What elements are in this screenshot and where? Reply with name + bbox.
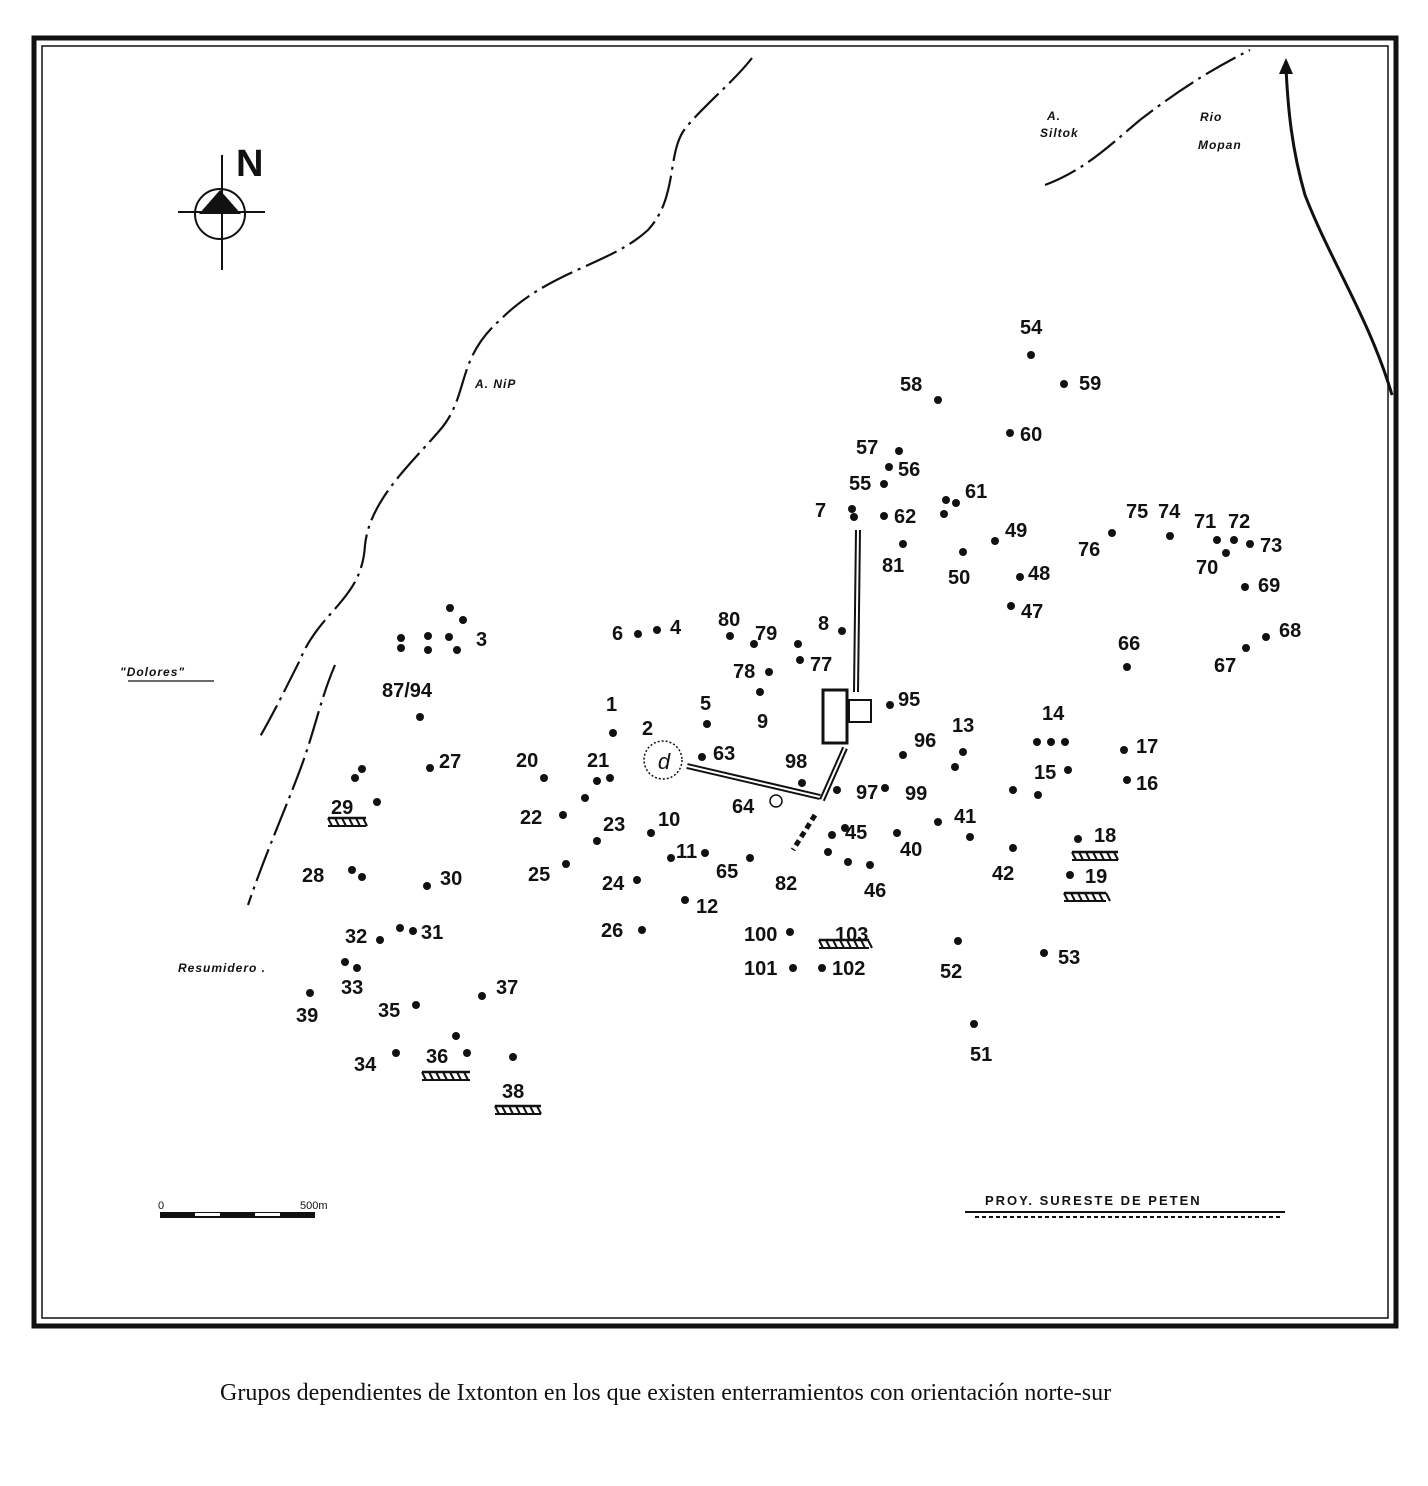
site-label-97: 97: [856, 782, 879, 804]
site-dot: [1007, 602, 1015, 610]
site-dot: [667, 854, 675, 862]
site-dot: [509, 1053, 517, 1061]
site-dot: [540, 774, 548, 782]
site-dot: [446, 604, 454, 612]
label-a-nip: A. NiP: [475, 377, 517, 391]
site-dot: [1006, 429, 1014, 437]
site-label-50: 50: [948, 567, 971, 589]
site-label-100: 100: [744, 924, 778, 946]
figure-caption: Grupos dependientes de Ixtonton en los que existen enterramientos con orientación norte-sur: [220, 1380, 1112, 1406]
site-dot: [886, 701, 894, 709]
svg-text:d: d: [657, 749, 671, 774]
site-dot: [478, 992, 486, 1000]
label-a-siltok-1: A.: [1047, 109, 1061, 123]
site-dot: [606, 774, 614, 782]
burial-hatch: [328, 818, 367, 826]
site-dot: [424, 646, 432, 654]
site-dot: [647, 829, 655, 837]
site-label-46: 46: [864, 880, 887, 902]
site-label-58: 58: [900, 374, 923, 396]
site-label-2: 2: [642, 718, 654, 740]
site-label-13: 13: [952, 715, 975, 737]
site-label-79: 79: [755, 623, 778, 645]
site-label-59: 59: [1079, 373, 1102, 395]
site-label-95: 95: [898, 689, 921, 711]
site-label-98: 98: [785, 751, 808, 773]
site-label-6: 6: [612, 623, 624, 645]
site-dot: [1016, 573, 1024, 581]
site-dot: [899, 751, 907, 759]
site-label-22: 22: [520, 807, 543, 829]
site-label-28: 28: [302, 865, 325, 887]
site-label-71: 71: [1194, 511, 1217, 533]
site-label-49: 49: [1005, 520, 1028, 542]
site-dot: [1061, 738, 1069, 746]
site-label-55: 55: [849, 473, 872, 495]
burial-hatch: [1064, 893, 1110, 901]
site-label-101: 101: [744, 958, 778, 980]
site-label-33: 33: [341, 977, 364, 999]
site-dot: [423, 882, 431, 890]
site-dot: [966, 833, 974, 841]
site-dot: [452, 1032, 460, 1040]
site-dot: [794, 640, 802, 648]
site-dot: [1033, 738, 1041, 746]
site-label-63: 63: [713, 743, 736, 765]
site-dot: [765, 668, 773, 676]
site-dot: [593, 837, 601, 845]
site-dot: [934, 396, 942, 404]
site-dot: [899, 540, 907, 548]
site-dot: [954, 937, 962, 945]
site-label-17: 17: [1136, 736, 1159, 758]
site-dot: [1242, 644, 1250, 652]
site-label-11: 11: [676, 841, 698, 863]
site-dot: [397, 634, 405, 642]
site-label-16: 16: [1136, 773, 1159, 795]
site-dot: [593, 777, 601, 785]
site-label-42: 42: [992, 863, 1015, 885]
site-label-5: 5: [700, 693, 712, 715]
site-dot: [942, 496, 950, 504]
site-dot: [756, 688, 764, 696]
site-dot: [951, 763, 959, 771]
site-label-36: 36: [426, 1046, 449, 1068]
site-labels: [296, 317, 1301, 1103]
site-label-96: 96: [914, 730, 937, 752]
river-lines: [248, 50, 1250, 905]
site-dot: [306, 989, 314, 997]
site-dot: [698, 753, 706, 761]
site-dot: [581, 794, 589, 802]
site-label-30: 30: [440, 868, 463, 890]
site-dot: [848, 505, 856, 513]
site-dot: [396, 924, 404, 932]
site-dot: [416, 713, 424, 721]
site-label-74: 74: [1158, 501, 1181, 523]
site-label-99: 99: [905, 783, 928, 805]
site-dot: [844, 858, 852, 866]
site-dot: [633, 876, 641, 884]
site-dot: [1047, 738, 1055, 746]
site-dot: [893, 829, 901, 837]
site-label-4: 4: [670, 617, 682, 639]
site-dot: [1166, 532, 1174, 540]
site-dot: [1241, 583, 1249, 591]
site-label-82: 82: [775, 873, 798, 895]
site-label-31: 31: [421, 922, 444, 944]
site-label-12: 12: [696, 896, 719, 918]
site-label-56: 56: [898, 459, 921, 481]
site-label-51: 51: [970, 1044, 993, 1066]
site-dot: [559, 811, 567, 819]
scale-start: 0: [158, 1200, 165, 1212]
site-label-3: 3: [476, 629, 488, 651]
site-label-32: 32: [345, 926, 368, 948]
site-dot: [833, 786, 841, 794]
site-label-9: 9: [757, 711, 769, 733]
site-label-34: 34: [354, 1054, 377, 1076]
site-dot: [786, 928, 794, 936]
site-dot: [1123, 663, 1131, 671]
scale-bar: [160, 1212, 315, 1218]
site-dot: [426, 764, 434, 772]
site-dot: [1060, 380, 1068, 388]
site-dot: [746, 854, 754, 862]
site-dot: [1246, 540, 1254, 548]
site-label-7: 7: [815, 500, 827, 522]
site-dot: [838, 627, 846, 635]
site-dot: [940, 510, 948, 518]
site-dot: [376, 936, 384, 944]
site-label-65: 65: [716, 861, 739, 883]
site-label-76: 76: [1078, 539, 1101, 561]
site-dot: [1074, 835, 1082, 843]
site-dot: [701, 849, 709, 857]
site-dot: [1222, 549, 1230, 557]
site-dot: [341, 958, 349, 966]
site-dot: [959, 548, 967, 556]
site-dot: [880, 512, 888, 520]
site-label-20: 20: [516, 750, 539, 772]
label-resumidero: Resumidero .: [178, 961, 267, 975]
site-dot: [1262, 633, 1270, 641]
map-frame-inner: [42, 46, 1388, 1318]
site-label-47: 47: [1021, 601, 1044, 623]
site-dot: [1230, 536, 1238, 544]
site-dot: [634, 630, 642, 638]
site-label-103: 103: [835, 924, 869, 946]
site-dot: [463, 1049, 471, 1057]
site-dot: [397, 644, 405, 652]
site-dot: [453, 646, 461, 654]
site-label-60: 60: [1020, 424, 1043, 446]
site-dot: [358, 873, 366, 881]
site-label-35: 35: [378, 1000, 401, 1022]
site-dot: [1120, 746, 1128, 754]
site-dot: [412, 1001, 420, 1009]
scale-end: 500m: [300, 1200, 328, 1212]
site-dot: [885, 463, 893, 471]
site-label-48: 48: [1028, 563, 1051, 585]
site-label-69: 69: [1258, 575, 1281, 597]
site-dot: [348, 866, 356, 874]
site-label-80: 80: [718, 609, 741, 631]
site-label-1: 1: [606, 694, 618, 716]
site-dot: [373, 798, 381, 806]
site-label-53: 53: [1058, 947, 1081, 969]
site-dot: [789, 964, 797, 972]
site-dot: [653, 626, 661, 634]
site-label-81: 81: [882, 555, 905, 577]
site-dot: [1040, 949, 1048, 957]
site-dot: [1123, 776, 1131, 784]
site-label-75: 75: [1126, 501, 1149, 523]
site-label-24: 24: [602, 873, 625, 895]
site-dot: [880, 480, 888, 488]
site-dot: [445, 633, 453, 641]
site-dot: [353, 964, 361, 972]
site-dot: [351, 774, 359, 782]
site-dot: [798, 779, 806, 787]
site-label-14: 14: [1042, 703, 1065, 725]
site-dot: [959, 748, 967, 756]
site-label-72: 72: [1228, 511, 1251, 533]
site-label-41: 41: [954, 806, 977, 828]
site-dot: [818, 964, 826, 972]
site-dot: [934, 818, 942, 826]
site-dot: [424, 632, 432, 640]
site-label-70: 70: [1196, 557, 1219, 579]
site-label-27: 27: [439, 751, 462, 773]
label-dolores: "Dolores": [120, 665, 186, 679]
site-dot: [681, 896, 689, 904]
site-dot: [1034, 791, 1042, 799]
site-label-40: 40: [900, 839, 923, 861]
site-label-26: 26: [601, 920, 624, 942]
site-dot: [895, 447, 903, 455]
site-dot: [828, 831, 836, 839]
site-label-38: 38: [502, 1081, 525, 1103]
site-dot: [1009, 844, 1017, 852]
north-label: N: [236, 143, 264, 185]
site-dot: [609, 729, 617, 737]
site-dot: [409, 927, 417, 935]
site-label-21: 21: [587, 750, 610, 772]
burial-hatch: [495, 1106, 541, 1114]
rio-mopan-line: [1286, 68, 1392, 395]
project-label: PROY. SURESTE DE PETEN: [985, 1193, 1202, 1208]
site-dot: [1027, 351, 1035, 359]
site-label-25: 25: [528, 864, 551, 886]
label-rio-mopan-2: Mopan: [1198, 138, 1242, 152]
site-dot: [952, 499, 960, 507]
site-label-62: 62: [894, 506, 917, 528]
site-dot: [1009, 786, 1017, 794]
site-label-87-94: 87/94: [382, 680, 433, 702]
site-dot: [796, 656, 804, 664]
site-label-10: 10: [658, 809, 681, 831]
burial-hatch: [1072, 852, 1118, 860]
site-dot: [866, 861, 874, 869]
site-label-102: 102: [832, 958, 866, 980]
site-label-23: 23: [603, 814, 626, 836]
site-dot: [392, 1049, 400, 1057]
site-label-61: 61: [965, 481, 988, 503]
site-label-8: 8: [818, 613, 830, 635]
burial-hatch: [422, 1072, 470, 1080]
site-label-77: 77: [810, 654, 833, 676]
site-dot: [1108, 529, 1116, 537]
site-dot: [1066, 871, 1074, 879]
site-dot: [881, 784, 889, 792]
label-rio-mopan-1: Rio: [1200, 110, 1223, 124]
site-label-78: 78: [733, 661, 756, 683]
site-dot: [726, 632, 734, 640]
site-label-54: 54: [1020, 317, 1043, 339]
site-dot: [970, 1020, 978, 1028]
site-dot: [824, 848, 832, 856]
site-label-39: 39: [296, 1005, 319, 1027]
site-label-68: 68: [1279, 620, 1302, 642]
site-label-29: 29: [331, 797, 354, 819]
site-dot: [850, 513, 858, 521]
site-dot: [1064, 766, 1072, 774]
site-label-19: 19: [1085, 866, 1108, 888]
site-label-45: 45: [845, 822, 868, 844]
site-label-57: 57: [856, 437, 879, 459]
site-label-67: 67: [1214, 655, 1237, 677]
site-label-18: 18: [1094, 825, 1117, 847]
site-dot: [459, 616, 467, 624]
site-dot: [358, 765, 366, 773]
site-label-73: 73: [1260, 535, 1283, 557]
site-dot: [991, 537, 999, 545]
site-dot: [703, 720, 711, 728]
site-dot: [1213, 536, 1221, 544]
site-markers: [306, 351, 1270, 1061]
site-label-37: 37: [496, 977, 519, 999]
north-arrow-head-icon: [1279, 58, 1293, 74]
site-dot: [562, 860, 570, 868]
site-dot: [638, 926, 646, 934]
label-a-siltok-2: Siltok: [1040, 126, 1079, 140]
site-label-66: 66: [1118, 633, 1141, 655]
site-label-52: 52: [940, 961, 963, 983]
site-label-15: 15: [1034, 762, 1057, 784]
site-label-64: 64: [732, 796, 755, 818]
